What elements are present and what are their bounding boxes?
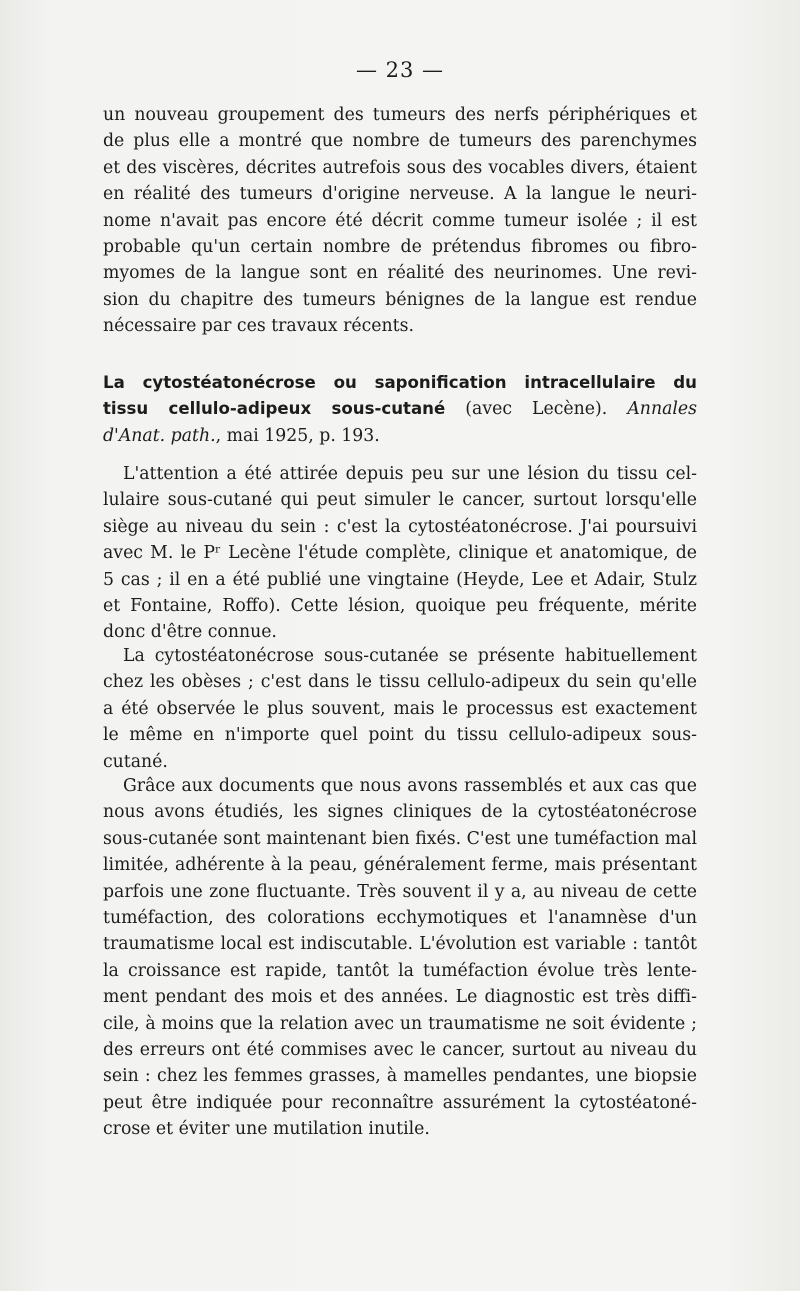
journal-name: Annales: [627, 399, 697, 420]
text-line: Grâce aux documents que nous avons rassemblés et aux cas que: [123, 776, 697, 796]
text-line: lulaire sous-cutané qui peut simuler le cancer, surtout lorsqu'elle: [103, 490, 697, 511]
journal-name: d'Anat. path.: [103, 425, 216, 446]
text-line: avec M. le Pʳ Lecène l'étude complète, clinique et anatomique, de: [103, 543, 697, 564]
paragraph-1: [103, 461, 697, 646]
heading-title-line: [103, 396, 697, 422]
text-line: L'attention a été attirée depuis peu sur une lésion du tissu cel-: [123, 464, 697, 484]
text-line: limitée, adhérente à la peau, généralement ferme, mais présentant: [103, 855, 697, 876]
text-line: La cytostéatonécrose sous-cutanée se présente habituellement: [123, 646, 697, 666]
text-line: et des viscères, décrites autrefois sous des vocables divers, étaient: [103, 157, 697, 178]
text-line: sous-cutanée sont maintenant bien fixés. C'est une tuméfaction mal: [103, 828, 697, 849]
heading-citation-line: [103, 423, 697, 449]
text-line: peut être indiquée pour reconnaître assurément la cytostéatoné-: [103, 1092, 697, 1113]
text-line: un nouveau groupement des tumeurs des nerfs périphériques et: [103, 105, 697, 125]
text-line: des erreurs ont été commises avec le cancer, surtout au niveau du: [103, 1040, 697, 1061]
text-line: en réalité des tumeurs d'origine nerveuse. A la langue le neuri-: [103, 184, 697, 205]
text-line: a été observée le plus souvent, mais le processus est exactement: [103, 698, 697, 719]
text-line: donc d'être connue.: [103, 622, 277, 643]
page-number: — 23 —: [355, 58, 445, 82]
text-line: sion du chapitre des tumeurs bénignes de la langue est rendue: [103, 289, 697, 310]
text-line: et Fontaine, Roffo). Cette lésion, quoique peu fréquente, mérite: [103, 596, 697, 617]
paragraph-3: [103, 773, 697, 1143]
citation-details: , mai 1925, p. 193.: [215, 425, 380, 446]
text-line: nous avons étudiés, les signes cliniques de la cytostéatonécrose: [103, 802, 697, 823]
text-line: sein : chez les femmes grasses, à mamelles pendantes, une biopsie: [103, 1066, 697, 1087]
heading-title-bold: tissu cellulo-adipeux sous-cutané: [103, 399, 446, 419]
text-line: myomes de la langue sont en réalité des neurinomes. Une revi-: [103, 263, 697, 284]
text-line: de plus elle a montré que nombre de tumeurs des parenchymes: [103, 131, 697, 152]
section-heading: [103, 370, 697, 449]
text-line: cile, à moins que la relation avec un traumatisme ne soit évidente ;: [103, 1013, 697, 1034]
text-line: chez les obèses ; c'est dans le tissu cellulo-adipeux du sein qu'elle: [103, 672, 697, 693]
text-line: nécessaire par ces travaux récents.: [103, 316, 414, 337]
text-line: le même en n'importe quel point du tissu cellulo-adipeux sous-: [103, 725, 697, 746]
text-line: ment pendant des mois et des années. Le diagnostic est très diffi-: [103, 987, 697, 1008]
text-line: crose et éviter une mutilation inutile.: [103, 1119, 430, 1140]
intro-paragraph: [103, 102, 697, 340]
text-line: nome n'avait pas encore été décrit comme tumeur isolée ; il est: [103, 210, 697, 231]
text-line: probable qu'un certain nombre de prétendus fibromes ou fibro-: [103, 237, 697, 258]
text-line: 5 cas ; il en a été publié une vingtaine (Heyde, Lee et Adair, Stulz: [103, 569, 697, 590]
text-line: tuméfaction, des colorations ecchymotiques et l'anamnèse d'un: [103, 908, 697, 929]
text-line: siège au niveau du sein : c'est la cytostéatonécrose. J'ai poursuivi: [103, 516, 697, 537]
text-line: cutané.: [103, 751, 168, 772]
text-line: parfois une zone fluctuante. Très souvent il y a, au niveau de cette: [103, 881, 697, 902]
heading-title-line: La cytostéatonécrose ou saponification intracellulaire du: [103, 373, 697, 392]
heading-coauthor: (avec Lecène).: [445, 399, 608, 420]
paragraph-2: [103, 643, 697, 775]
text-line: traumatisme local est indiscutable. L'évolution est variable : tantôt: [103, 934, 697, 955]
text-line: la croissance est rapide, tantôt la tuméfaction évolue très lente-: [103, 960, 697, 981]
